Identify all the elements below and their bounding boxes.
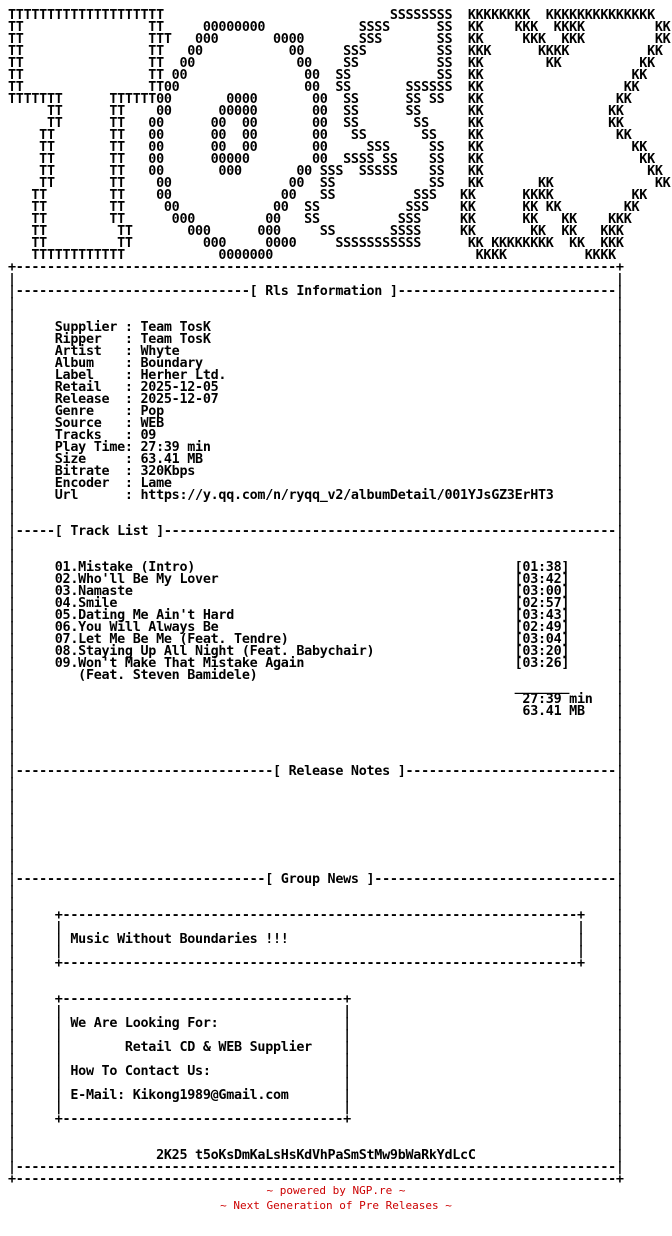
nfo-text: [8, 10, 670, 1186]
powered-by-line: ~ powered by NGP.re ~: [266, 1184, 406, 1197]
nfo-logo: TTTTTTTTTTTTTTTTTTTT SSSSSSSS KKKKKKKK KKKKKKKKKKKKKK TT TT 00000000 SSSS SS KK KKK KKKK KK TT TTT 000 0000 SSS SS KK KKK KKK KK TT TT 00 00 SSS SS KKK KKKK KK TT TT 00 00 SS SS KK KK KK TT TT 00 00 SS SS KK KK TT TT00 00 SS SSSSSS KK KK TTTTTTT TTTTTT00 0000 00 SS SS SS KK KK TT TT 00 00000 00 SS SS KK KK TT TT 00 00 00 00 SS SS KK KK TT TT 00 00 00 00 SS SS KK KK TT TT 00 00 00 00 SSS SS KK KK TT TT 00 00000 00 SSSS SS SS KK KK TT TT 00 000 00 SSS SSSSS SS KK KK TT TT 00 00 SS SS KK KK KK TT TT 00 00 SS SSS KK KKKK KK TT TT 00 00 SS SSS KK KK KK KK TT TT 000 00 SS SSS KK KK KK KKK TT TT 000 000 SS SSSS KK KK KK KKK TT TT 000 0000 SSSSSSSSSSS KK KKKKKKKK KK KKK TTTTTTTTTTTT 0000000 KKKK KKKK: [8, 8, 671, 263]
tagline: ~ Next Generation of Pre Releases ~: [220, 1199, 452, 1212]
nfo-release-info: +-----------------------------------------------------------------------------+ | | |------------------------------[ Rls Information ]----------------------------| | | | | | Supplier : Team TosK | | Ripper : Team TosK | | Artist : Whyte | | Album : Boundary | | Label : Herher Ltd. | | Retail : 2025-12-05 | | Release : 2025-12-07 | | Genre : Pop | | Source : WEB | | Tracks : 09 | | Play Time: 27:39 min | | Size : 63.41 MB | | Bitrate : 320Kbps | | Encoder : Lame | | Url : https://y.qq.com/n/ryqq_v2/albumDetail/001YJsGZ3ErHT3 | | | | | |-----[ Track List ]----------------------------------------------------------| | | | | | 01.Mistake (Intro) [01:38] | | 02.Who'll Be My Lover [03:42] | | 03.Namaste [03:00] | | 04.Smile [02:57] | | 05.Dating Me Ain't Hard [03:43] | | 06.You Will Always Be [02:49] | | 07.Let Me Be Me (Feat. Tendre) [03:04] | | 08.Staying Up All Night (Feat. Babychair) [03:20] | | 09.Won't Make That Mistake Again [03:26] | | (Feat. Steven Bamidele) | | _______ | | 27:39 min | | 63.41 MB | | | | | | | | | |---------------------------------[ Release Notes ]---------------------------| | | | | | | | | | | | | | | | | |--------------------------------[ Group News ]-------------------------------| | | | | | +------------------------------------------------------------------+ | | | | | | | Music Without Boundaries !!! | | | | | | | +------------------------------------------------------------------+ | | | | | | +------------------------------------+ | | | | | | | We Are Looking For: | | | | | | | | Retail CD & WEB Supplier | | | | | | | | How To Contact Us: | | | | | | | | E-Mail: Kikong1989@Gmail.com | | | | | | | +------------------------------------+ | | | | | | 2K25 t5oKsDmKaLsHsKdVhPaSmStMw9bWaRkYdLcC | |-----------------------------------------------------------------------------| +-----------------------------------------------------------------------------+: [8, 260, 624, 1187]
